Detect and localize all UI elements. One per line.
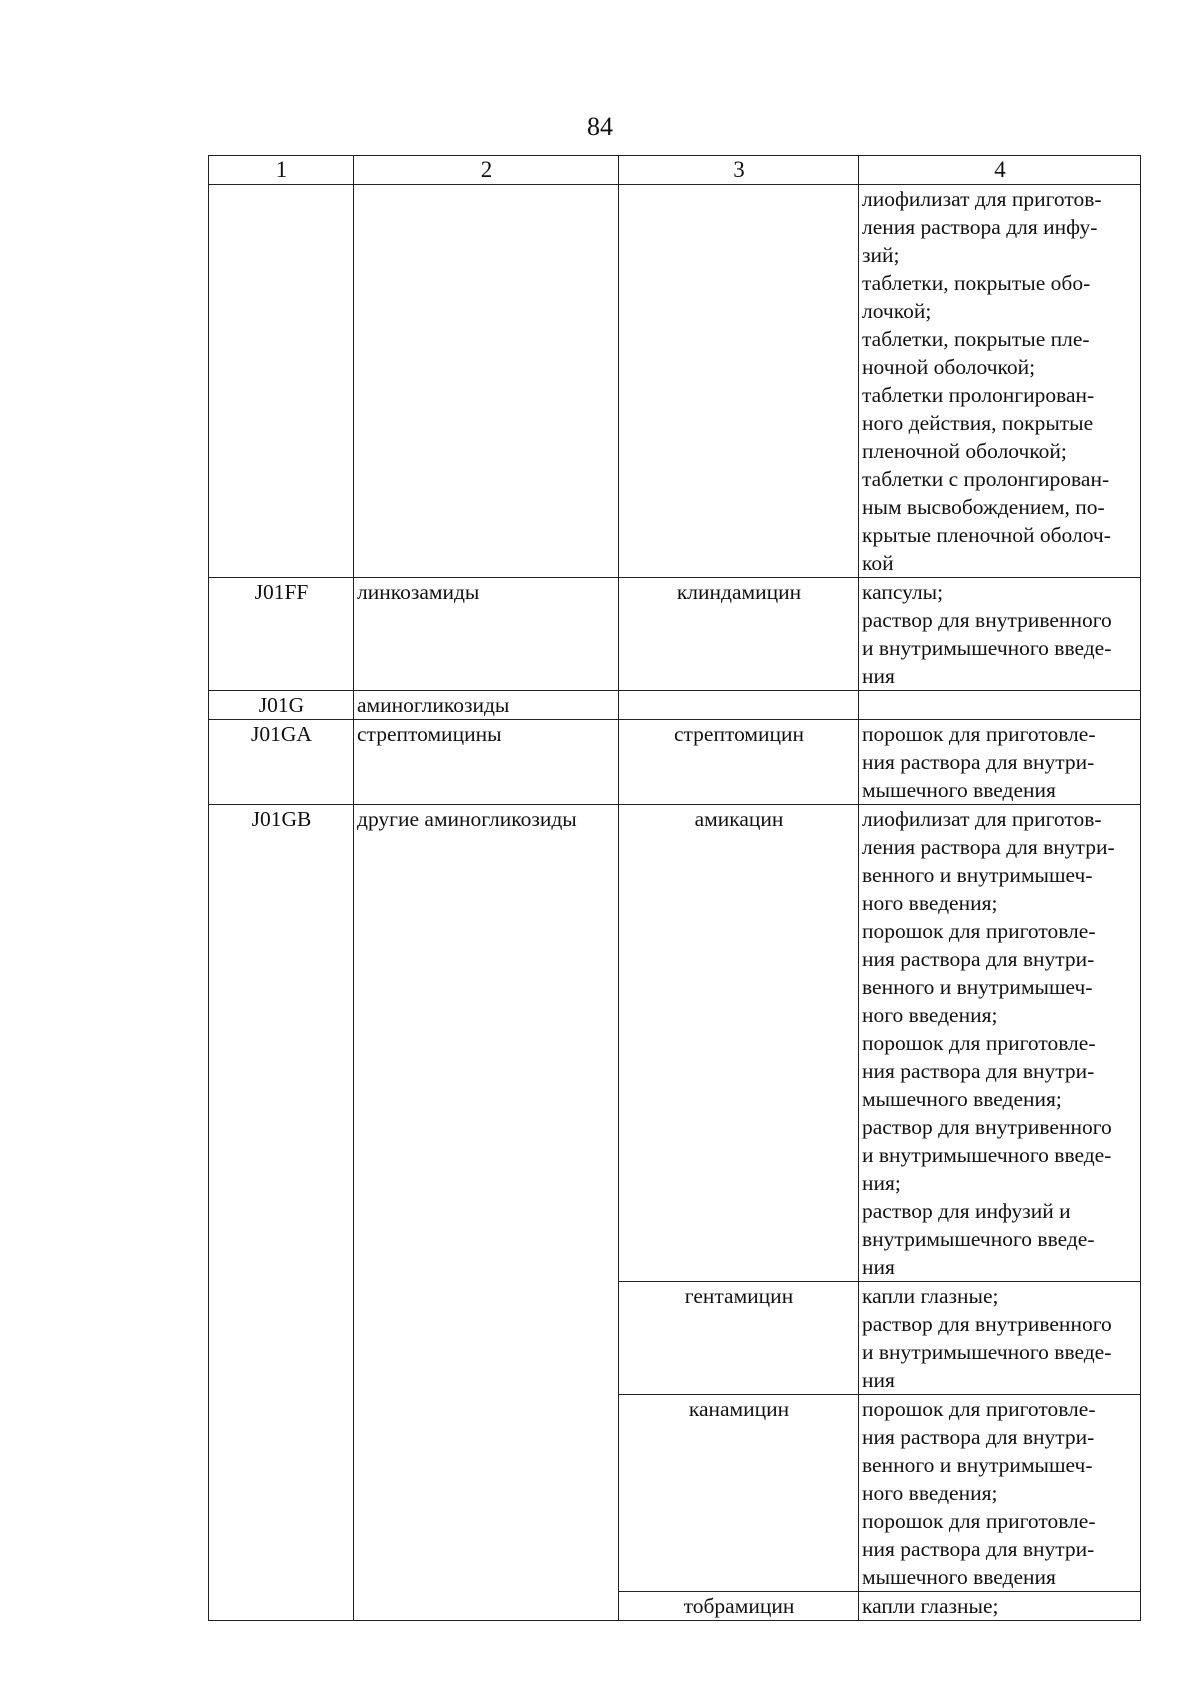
dosage-forms-cell bbox=[859, 1282, 1141, 1395]
dosage-form-line: ния раствора для внутри- bbox=[862, 1059, 1095, 1083]
dosage-form-line: ночной оболочкой; bbox=[862, 355, 1036, 379]
table-row bbox=[209, 578, 1141, 691]
dosage-form-line: венного и внутримышеч- bbox=[862, 975, 1093, 999]
dosage-form-line: кой bbox=[862, 551, 894, 575]
dosage-form-line: раствор для внутривенного bbox=[862, 608, 1112, 632]
dosage-form-line: таблетки, покрытые пле- bbox=[862, 327, 1090, 351]
dosage-form-line: раствор для внутривенного bbox=[862, 1312, 1112, 1336]
atc-code-cell bbox=[209, 185, 354, 578]
dosage-form-line: мышечного введения bbox=[862, 1565, 1056, 1589]
drug-name-cell bbox=[619, 185, 859, 578]
dosage-form-line: ного введения; bbox=[862, 1003, 998, 1027]
dosage-form-line: ния bbox=[862, 1368, 895, 1392]
dosage-form-line: ного действия, покрытые bbox=[862, 411, 1094, 435]
group-name-cell: другие аминогликозиды bbox=[354, 805, 619, 1621]
dosage-form-line: порошок для приготовле- bbox=[862, 1509, 1096, 1533]
drug-table bbox=[208, 155, 1141, 1621]
dosage-form-line: и внутримышечного введе- bbox=[862, 636, 1112, 660]
dosage-form-line: ния bbox=[862, 1255, 895, 1279]
dosage-form-line: лочкой; bbox=[862, 299, 932, 323]
dosage-form-line: и внутримышечного введе- bbox=[862, 1143, 1112, 1167]
column-header-row bbox=[209, 156, 1141, 185]
dosage-form-line: капсулы; bbox=[862, 580, 944, 604]
dosage-form-line: таблетки, покрытые обо- bbox=[862, 271, 1091, 295]
dosage-form-line: ления раствора для инфу- bbox=[862, 215, 1098, 239]
dosage-form-line: ния раствора для внутри- bbox=[862, 947, 1095, 971]
dosage-forms-cell bbox=[859, 720, 1141, 805]
dosage-form-line: ного введения; bbox=[862, 891, 998, 915]
table-row bbox=[209, 691, 1141, 720]
dosage-form-line: ния; bbox=[862, 1171, 901, 1195]
group-name-cell: аминогликозиды bbox=[354, 691, 619, 720]
atc-code-cell: J01FF bbox=[209, 578, 354, 691]
dosage-form-line: порошок для приготовле- bbox=[862, 722, 1096, 746]
dosage-form-line: раствор для внутривенного bbox=[862, 1115, 1112, 1139]
dosage-form-line: таблетки пролонгирован- bbox=[862, 383, 1095, 407]
drug-name-cell: гентамицин bbox=[619, 1282, 859, 1395]
column-header-4: 4 bbox=[859, 156, 1141, 185]
dosage-form-line: пленочной оболочкой; bbox=[862, 439, 1067, 463]
column-header-1: 1 bbox=[209, 156, 354, 185]
group-name-cell bbox=[354, 185, 619, 578]
dosage-form-line: внутримышечного введе- bbox=[862, 1227, 1095, 1251]
dosage-form-line: порошок для приготовле- bbox=[862, 1031, 1096, 1055]
atc-code-cell: J01GB bbox=[209, 805, 354, 1621]
dosage-forms-cell bbox=[859, 1592, 1141, 1621]
dosage-form-line: крытые пленочной оболоч- bbox=[862, 523, 1111, 547]
page-number: 84 bbox=[587, 112, 613, 141]
dosage-form-line: порошок для приготовле- bbox=[862, 919, 1096, 943]
dosage-form-line: мышечного введения; bbox=[862, 1087, 1062, 1111]
dosage-forms-cell bbox=[859, 805, 1141, 1282]
dosage-form-line: раствор для инфузий и bbox=[862, 1199, 1071, 1223]
dosage-forms-cell bbox=[859, 578, 1141, 691]
table-row bbox=[209, 805, 1141, 1282]
dosage-form-line: венного и внутримышеч- bbox=[862, 1453, 1093, 1477]
group-name-cell: линкозамиды bbox=[354, 578, 619, 691]
drug-name-cell: стрептомицин bbox=[619, 720, 859, 805]
group-name-cell: стрептомицины bbox=[354, 720, 619, 805]
atc-code-cell: J01GA bbox=[209, 720, 354, 805]
drug-name-cell: амикацин bbox=[619, 805, 859, 1282]
dosage-form-line: порошок для приготовле- bbox=[862, 1397, 1096, 1421]
table-row bbox=[209, 185, 1141, 578]
dosage-form-line: венного и внутримышеч- bbox=[862, 863, 1093, 887]
dosage-form-line: мышечного введения bbox=[862, 778, 1056, 802]
atc-code-cell: J01G bbox=[209, 691, 354, 720]
drug-name-cell: канамицин bbox=[619, 1395, 859, 1592]
dosage-forms-cell bbox=[859, 691, 1141, 720]
column-header-2: 2 bbox=[354, 156, 619, 185]
column-header-3: 3 bbox=[619, 156, 859, 185]
drug-name-cell bbox=[619, 691, 859, 720]
dosage-form-line: таблетки с пролонгирован- bbox=[862, 467, 1110, 491]
dosage-form-line: и внутримышечного введе- bbox=[862, 1340, 1112, 1364]
dosage-form-line: ным высвобождением, по- bbox=[862, 495, 1105, 519]
dosage-form-line: капли глазные; bbox=[862, 1284, 999, 1308]
table-row bbox=[209, 720, 1141, 805]
dosage-form-line: ния раствора для внутри- bbox=[862, 1425, 1095, 1449]
dosage-form-line: зий; bbox=[862, 243, 900, 267]
drug-name-cell: тобрамицин bbox=[619, 1592, 859, 1621]
dosage-form-line: ления раствора для внутри- bbox=[862, 835, 1115, 859]
dosage-form-line: лиофилизат для приготов- bbox=[862, 807, 1102, 831]
dosage-form-line: лиофилизат для приготов- bbox=[862, 187, 1102, 211]
dosage-form-line: ния раствора для внутри- bbox=[862, 1537, 1095, 1561]
dosage-form-line: капли глазные; bbox=[862, 1594, 999, 1618]
dosage-form-line: ния bbox=[862, 664, 895, 688]
dosage-forms-cell bbox=[859, 185, 1141, 578]
dosage-form-line: ния раствора для внутри- bbox=[862, 750, 1095, 774]
drug-name-cell: клиндамицин bbox=[619, 578, 859, 691]
dosage-forms-cell bbox=[859, 1395, 1141, 1592]
dosage-form-line: ного введения; bbox=[862, 1481, 998, 1505]
